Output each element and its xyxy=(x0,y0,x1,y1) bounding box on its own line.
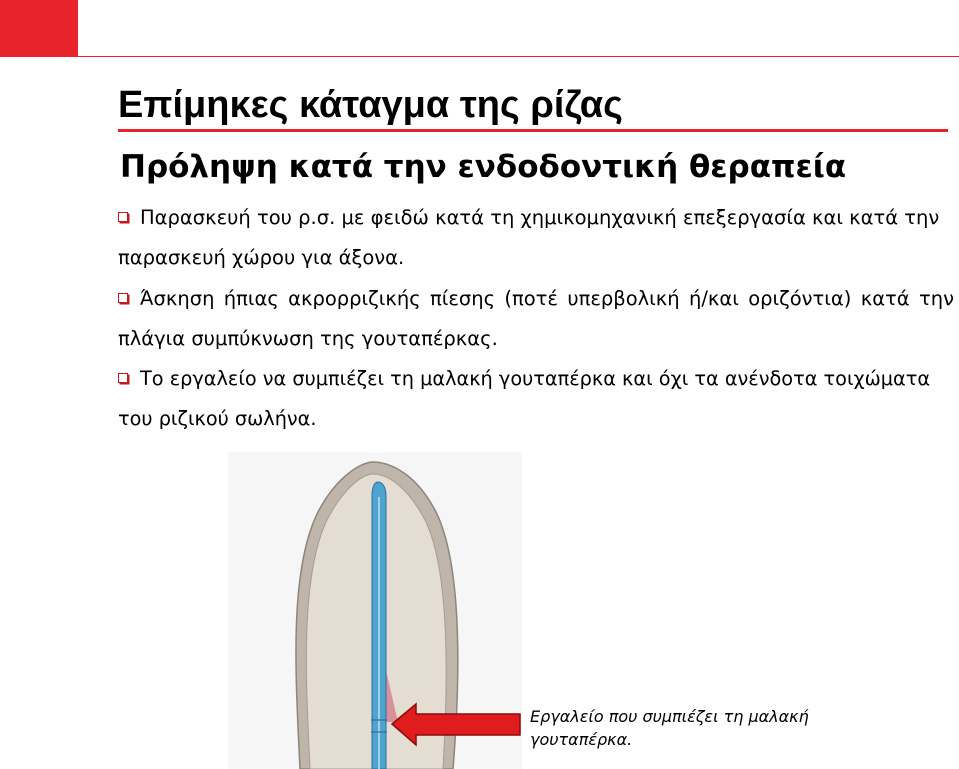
slide-subtitle: Πρόληψη κατά την ενδοδοντική θεραπεία xyxy=(120,149,847,185)
bullet-text: Παρασκευή του ρ.σ. με φειδώ κατά τη χημικομηχανική επεξεργασία και κατά την παρασκευή χώρου για άξονα. xyxy=(118,206,940,269)
square-bullet-icon xyxy=(118,293,128,303)
title-underline xyxy=(118,129,948,132)
bullet-item xyxy=(118,279,954,359)
bullet-item xyxy=(118,198,954,278)
corner-decoration xyxy=(0,0,78,57)
top-divider xyxy=(78,56,959,57)
bullet-text: Το εργαλείο να συμπιέζει τη μαλακή γουταπέρκα και όχι τα ανένδοτα τοιχώματα του ριζικού σωλήνα. xyxy=(118,367,931,430)
bullet-text: Άσκηση ήπιας ακρορριζικής πίεσης (ποτέ υπερβολική ή/και οριζόντια) κατά την πλάγια συμπύκνωση της γουταπέρκας. xyxy=(118,287,954,350)
tooth-root-illustration xyxy=(228,452,522,769)
bullet-item xyxy=(118,359,954,439)
figure-caption: Εργαλείο που συμπιέζει τη μαλακή γουταπέρκα. xyxy=(530,707,809,749)
square-bullet-icon xyxy=(118,373,128,383)
slide-title: Επίμηκες κάταγμα της ρίζας xyxy=(118,84,623,126)
square-bullet-icon xyxy=(118,212,128,222)
